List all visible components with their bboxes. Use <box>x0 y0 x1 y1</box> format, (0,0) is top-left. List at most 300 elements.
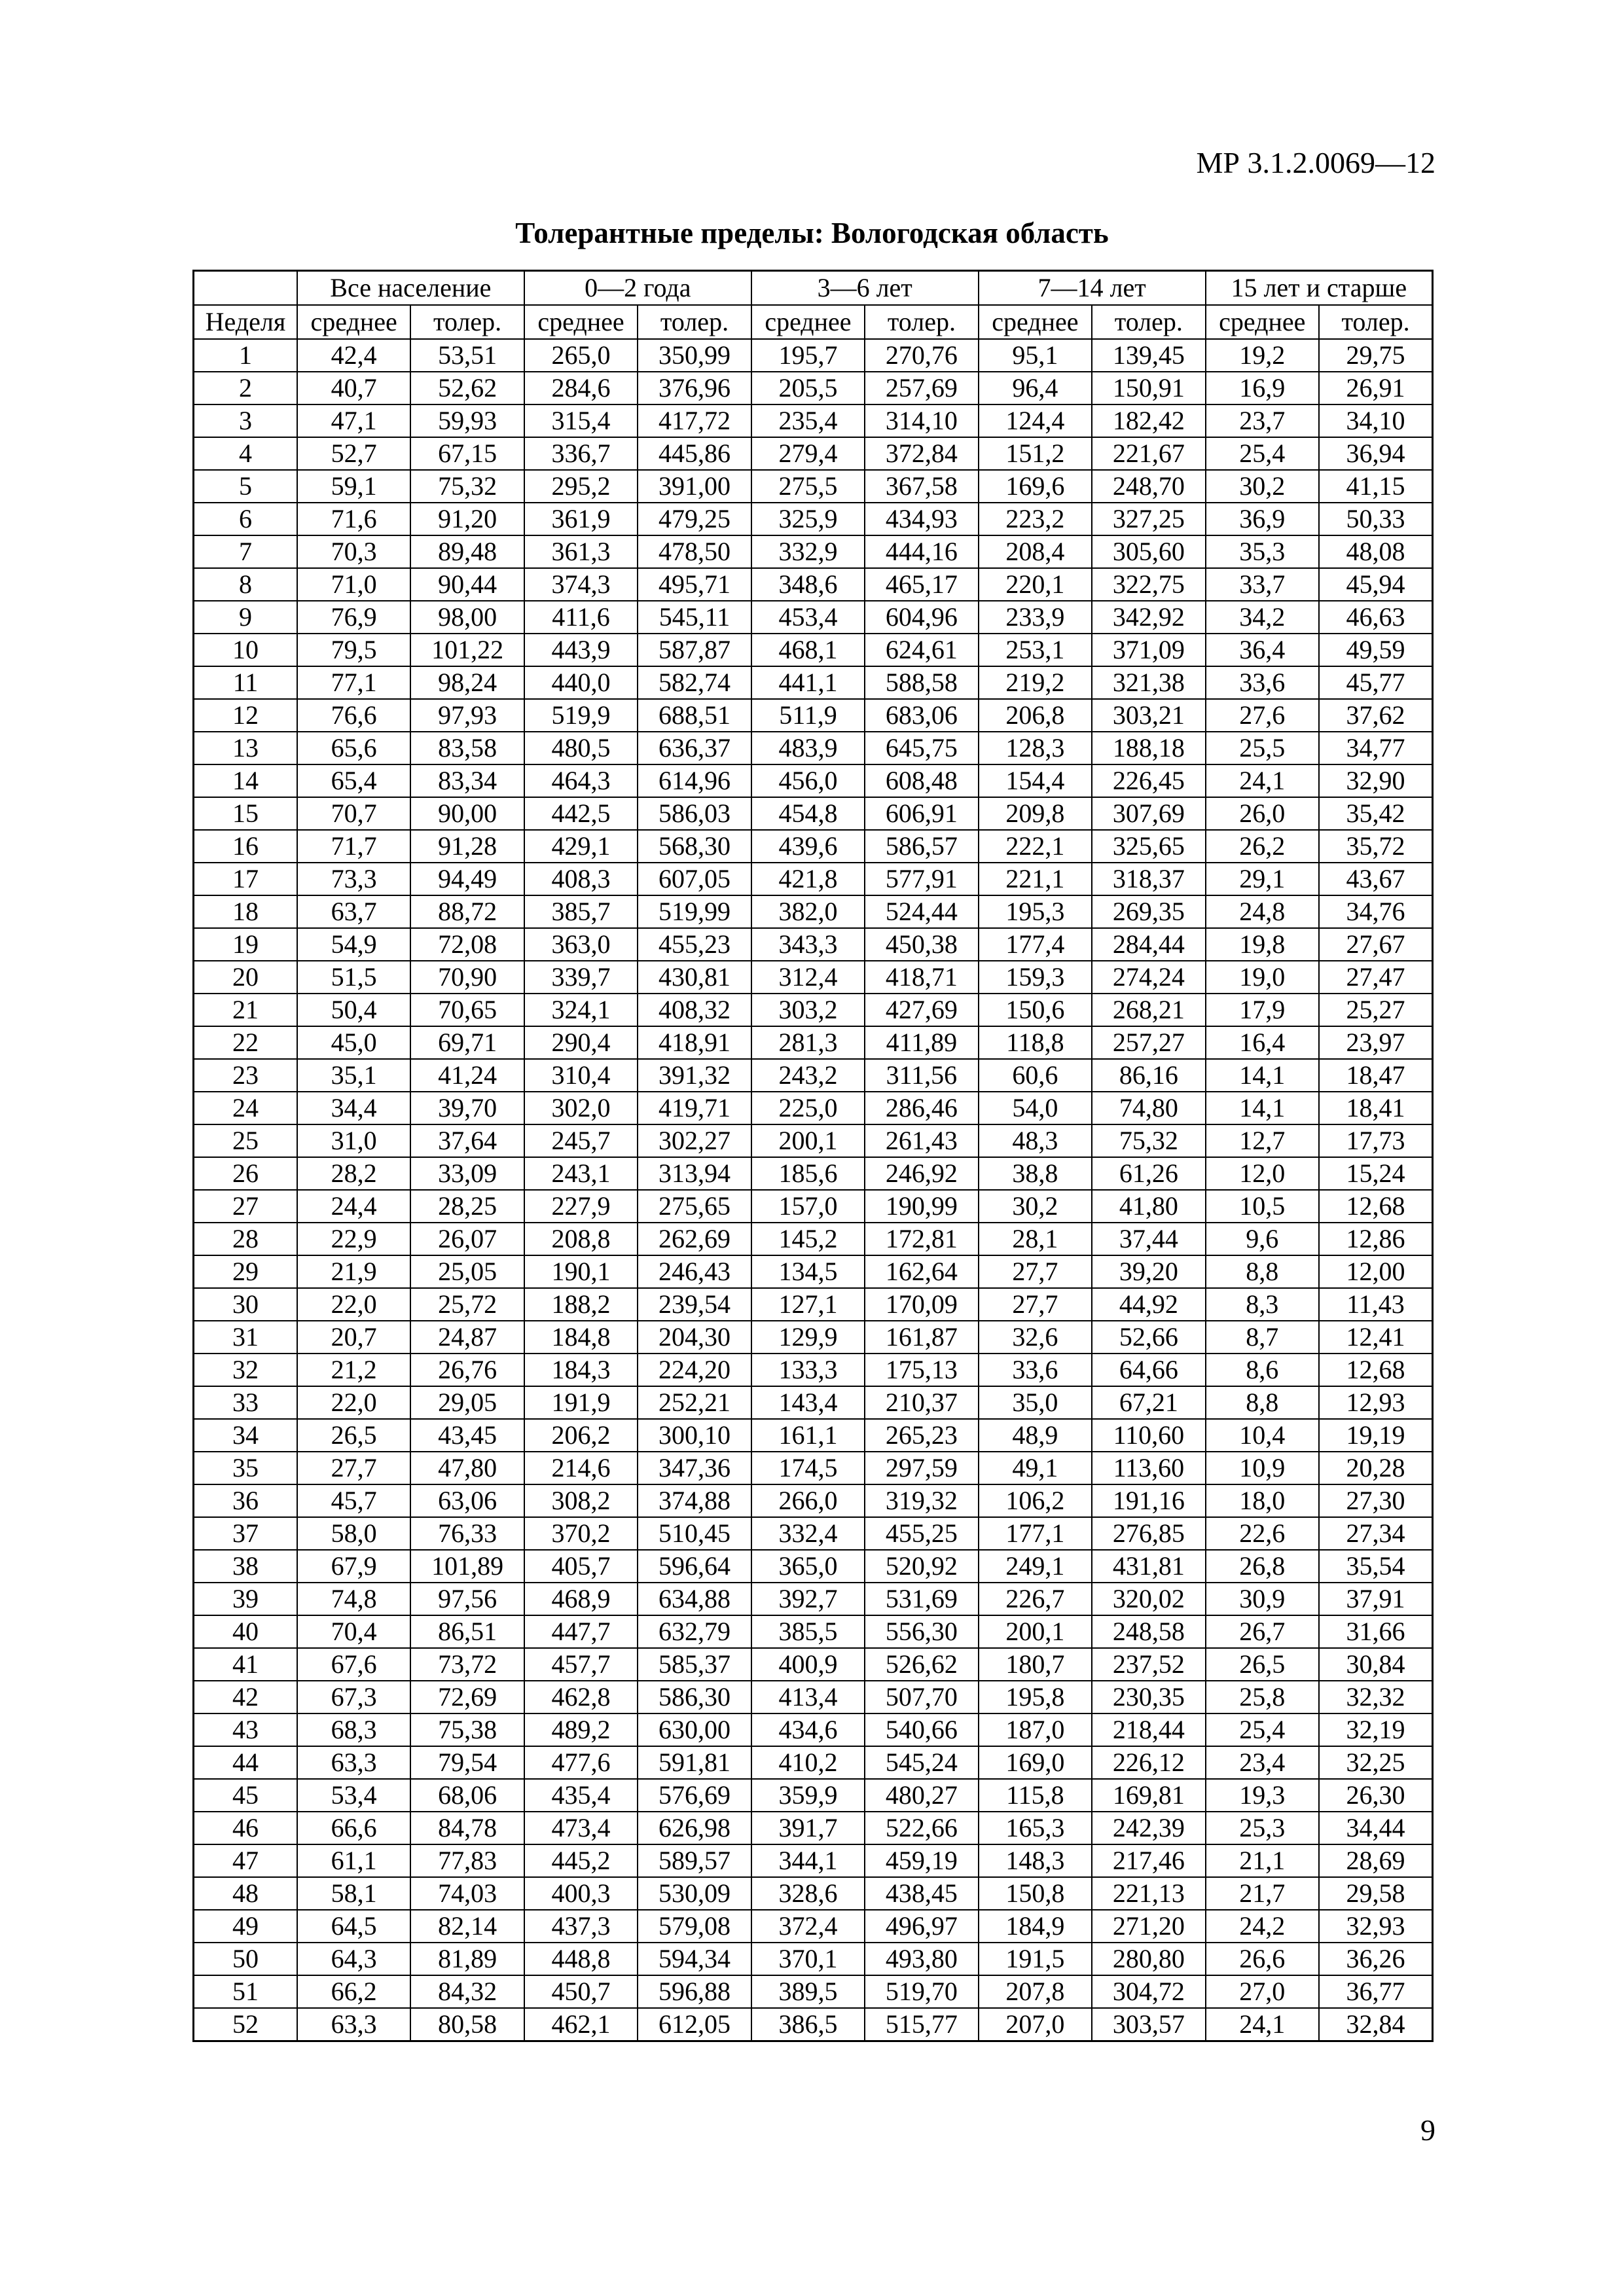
table-row <box>194 1386 1433 1419</box>
value-cell: 382,0 <box>751 895 865 928</box>
value-cell: 302,27 <box>638 1124 751 1157</box>
value-cell: 408,3 <box>524 863 638 895</box>
value-cell: 207,0 <box>979 2008 1092 2041</box>
value-cell: 480,5 <box>524 732 638 764</box>
value-cell: 519,70 <box>865 1975 978 2008</box>
value-cell: 332,4 <box>751 1517 865 1550</box>
value-cell: 443,9 <box>524 634 638 666</box>
value-cell: 91,20 <box>410 503 524 535</box>
value-cell: 29,05 <box>410 1386 524 1419</box>
value-cell: 290,4 <box>524 1026 638 1059</box>
value-cell: 75,38 <box>410 1713 524 1746</box>
value-cell: 49,1 <box>979 1452 1092 1484</box>
value-cell: 23,7 <box>1206 404 1319 437</box>
value-cell: 175,13 <box>865 1354 978 1386</box>
value-cell: 45,0 <box>297 1026 410 1059</box>
value-cell: 391,7 <box>751 1812 865 1844</box>
table-row <box>194 1844 1433 1877</box>
value-cell: 28,1 <box>979 1223 1092 1255</box>
value-cell: 34,44 <box>1319 1812 1432 1844</box>
value-cell: 24,87 <box>410 1321 524 1354</box>
group-header: Все население <box>297 271 524 306</box>
table-row <box>194 634 1433 666</box>
value-cell: 249,1 <box>979 1550 1092 1583</box>
value-cell: 261,43 <box>865 1124 978 1157</box>
value-cell: 18,41 <box>1319 1092 1432 1124</box>
value-cell: 280,80 <box>1092 1943 1205 1975</box>
value-cell: 65,4 <box>297 764 410 797</box>
group-header: 7—14 лет <box>979 271 1206 306</box>
value-cell: 405,7 <box>524 1550 638 1583</box>
value-cell: 245,7 <box>524 1124 638 1157</box>
value-cell: 12,41 <box>1319 1321 1432 1354</box>
value-cell: 17,9 <box>1206 994 1319 1026</box>
value-cell: 36,9 <box>1206 503 1319 535</box>
value-cell: 97,56 <box>410 1583 524 1615</box>
value-cell: 10,5 <box>1206 1190 1319 1223</box>
value-cell: 371,09 <box>1092 634 1205 666</box>
value-cell: 172,81 <box>865 1223 978 1255</box>
value-cell: 22,0 <box>297 1386 410 1419</box>
value-cell: 418,91 <box>638 1026 751 1059</box>
value-cell: 33,09 <box>410 1157 524 1190</box>
value-cell: 430,81 <box>638 961 751 994</box>
value-cell: 208,4 <box>979 535 1092 568</box>
value-cell: 270,76 <box>865 339 978 372</box>
value-cell: 60,6 <box>979 1059 1092 1092</box>
value-cell: 308,2 <box>524 1484 638 1517</box>
value-cell: 208,8 <box>524 1223 638 1255</box>
value-cell: 89,48 <box>410 535 524 568</box>
value-cell: 101,22 <box>410 634 524 666</box>
week-cell: 31 <box>194 1321 297 1354</box>
value-cell: 34,4 <box>297 1092 410 1124</box>
value-cell: 332,9 <box>751 535 865 568</box>
value-cell: 27,7 <box>979 1255 1092 1288</box>
value-cell: 220,1 <box>979 568 1092 601</box>
table-row <box>194 764 1433 797</box>
value-cell: 226,12 <box>1092 1746 1205 1779</box>
week-cell: 21 <box>194 994 297 1026</box>
value-cell: 145,2 <box>751 1223 865 1255</box>
value-cell: 230,35 <box>1092 1681 1205 1713</box>
week-cell: 14 <box>194 764 297 797</box>
value-cell: 221,67 <box>1092 437 1205 470</box>
value-cell: 23,4 <box>1206 1746 1319 1779</box>
value-cell: 90,00 <box>410 797 524 830</box>
value-cell: 18,47 <box>1319 1059 1432 1092</box>
value-cell: 26,0 <box>1206 797 1319 830</box>
value-cell: 26,5 <box>1206 1648 1319 1681</box>
table-row <box>194 568 1433 601</box>
value-cell: 39,20 <box>1092 1255 1205 1288</box>
value-cell: 110,60 <box>1092 1419 1205 1452</box>
value-cell: 342,92 <box>1092 601 1205 634</box>
value-cell: 421,8 <box>751 863 865 895</box>
table-row <box>194 1026 1433 1059</box>
table-row <box>194 1354 1433 1386</box>
value-cell: 30,2 <box>979 1190 1092 1223</box>
value-cell: 510,45 <box>638 1517 751 1550</box>
value-cell: 29,75 <box>1319 339 1432 372</box>
value-cell: 25,8 <box>1206 1681 1319 1713</box>
value-cell: 26,30 <box>1319 1779 1432 1812</box>
value-cell: 434,93 <box>865 503 978 535</box>
value-cell: 75,32 <box>1092 1124 1205 1157</box>
value-cell: 275,5 <box>751 470 865 503</box>
value-cell: 12,0 <box>1206 1157 1319 1190</box>
value-cell: 324,1 <box>524 994 638 1026</box>
week-cell: 10 <box>194 634 297 666</box>
value-cell: 25,27 <box>1319 994 1432 1026</box>
value-cell: 453,4 <box>751 601 865 634</box>
value-cell: 174,5 <box>751 1452 865 1484</box>
value-cell: 28,25 <box>410 1190 524 1223</box>
table-row <box>194 666 1433 699</box>
value-cell: 43,45 <box>410 1419 524 1452</box>
week-cell: 5 <box>194 470 297 503</box>
week-cell: 43 <box>194 1713 297 1746</box>
value-cell: 588,58 <box>865 666 978 699</box>
sub-header: толер. <box>638 305 751 339</box>
value-cell: 586,57 <box>865 830 978 863</box>
value-cell: 339,7 <box>524 961 638 994</box>
value-cell: 286,46 <box>865 1092 978 1124</box>
value-cell: 343,3 <box>751 928 865 961</box>
table-row <box>194 1255 1433 1288</box>
value-cell: 26,7 <box>1206 1615 1319 1648</box>
value-cell: 556,30 <box>865 1615 978 1648</box>
value-cell: 33,6 <box>1206 666 1319 699</box>
value-cell: 442,5 <box>524 797 638 830</box>
value-cell: 257,69 <box>865 372 978 404</box>
value-cell: 45,94 <box>1319 568 1432 601</box>
value-cell: 624,61 <box>865 634 978 666</box>
value-cell: 36,77 <box>1319 1975 1432 2008</box>
value-cell: 434,6 <box>751 1713 865 1746</box>
group-header-row <box>194 271 1433 306</box>
value-cell: 29,58 <box>1319 1877 1432 1910</box>
value-cell: 20,28 <box>1319 1452 1432 1484</box>
table-row <box>194 1517 1433 1550</box>
value-cell: 188,2 <box>524 1288 638 1321</box>
value-cell: 84,78 <box>410 1812 524 1844</box>
value-cell: 59,1 <box>297 470 410 503</box>
value-cell: 12,86 <box>1319 1223 1432 1255</box>
value-cell: 190,99 <box>865 1190 978 1223</box>
value-cell: 34,10 <box>1319 404 1432 437</box>
value-cell: 150,6 <box>979 994 1092 1026</box>
value-cell: 328,6 <box>751 1877 865 1910</box>
value-cell: 688,51 <box>638 699 751 732</box>
table-row <box>194 994 1433 1026</box>
table-row <box>194 1746 1433 1779</box>
value-cell: 32,90 <box>1319 764 1432 797</box>
value-cell: 188,18 <box>1092 732 1205 764</box>
value-cell: 67,21 <box>1092 1386 1205 1419</box>
table-row <box>194 1484 1433 1517</box>
value-cell: 64,66 <box>1092 1354 1205 1386</box>
sub-header: среднее <box>524 305 638 339</box>
value-cell: 450,7 <box>524 1975 638 2008</box>
value-cell: 84,32 <box>410 1975 524 2008</box>
value-cell: 30,9 <box>1206 1583 1319 1615</box>
value-cell: 239,54 <box>638 1288 751 1321</box>
value-cell: 284,6 <box>524 372 638 404</box>
value-cell: 25,05 <box>410 1255 524 1288</box>
value-cell: 456,0 <box>751 764 865 797</box>
value-cell: 16,4 <box>1206 1026 1319 1059</box>
value-cell: 47,1 <box>297 404 410 437</box>
value-cell: 96,4 <box>979 372 1092 404</box>
value-cell: 438,45 <box>865 1877 978 1910</box>
table-body <box>194 271 1433 2041</box>
value-cell: 265,23 <box>865 1419 978 1452</box>
value-cell: 41,15 <box>1319 470 1432 503</box>
value-cell: 233,9 <box>979 601 1092 634</box>
value-cell: 24,8 <box>1206 895 1319 928</box>
week-cell: 33 <box>194 1386 297 1419</box>
value-cell: 154,4 <box>979 764 1092 797</box>
value-cell: 16,9 <box>1206 372 1319 404</box>
value-cell: 74,80 <box>1092 1092 1205 1124</box>
value-cell: 98,00 <box>410 601 524 634</box>
value-cell: 222,1 <box>979 830 1092 863</box>
week-cell: 6 <box>194 503 297 535</box>
value-cell: 435,4 <box>524 1779 638 1812</box>
table-row <box>194 863 1433 895</box>
value-cell: 295,2 <box>524 470 638 503</box>
table-row <box>194 372 1433 404</box>
value-cell: 418,71 <box>865 961 978 994</box>
value-cell: 439,6 <box>751 830 865 863</box>
value-cell: 444,16 <box>865 535 978 568</box>
value-cell: 265,0 <box>524 339 638 372</box>
value-cell: 77,83 <box>410 1844 524 1877</box>
value-cell: 79,54 <box>410 1746 524 1779</box>
table-row <box>194 1910 1433 1943</box>
value-cell: 205,5 <box>751 372 865 404</box>
value-cell: 519,99 <box>638 895 751 928</box>
value-cell: 161,1 <box>751 1419 865 1452</box>
value-cell: 165,3 <box>979 1812 1092 1844</box>
value-cell: 18,0 <box>1206 1484 1319 1517</box>
value-cell: 63,7 <box>297 895 410 928</box>
value-cell: 37,62 <box>1319 699 1432 732</box>
value-cell: 683,06 <box>865 699 978 732</box>
value-cell: 310,4 <box>524 1059 638 1092</box>
week-cell: 19 <box>194 928 297 961</box>
value-cell: 27,30 <box>1319 1484 1432 1517</box>
value-cell: 94,49 <box>410 863 524 895</box>
table-row <box>194 830 1433 863</box>
value-cell: 161,87 <box>865 1321 978 1354</box>
sub-header: толер. <box>1092 305 1205 339</box>
value-cell: 32,93 <box>1319 1910 1432 1943</box>
value-cell: 70,4 <box>297 1615 410 1648</box>
week-cell: 3 <box>194 404 297 437</box>
sub-header: среднее <box>297 305 410 339</box>
value-cell: 21,9 <box>297 1255 410 1288</box>
week-cell: 2 <box>194 372 297 404</box>
value-cell: 636,37 <box>638 732 751 764</box>
value-cell: 69,71 <box>410 1026 524 1059</box>
value-cell: 127,1 <box>751 1288 865 1321</box>
value-cell: 417,72 <box>638 404 751 437</box>
value-cell: 579,08 <box>638 1910 751 1943</box>
value-cell: 207,8 <box>979 1975 1092 2008</box>
value-cell: 596,64 <box>638 1550 751 1583</box>
value-cell: 19,0 <box>1206 961 1319 994</box>
sub-header: толер. <box>1319 305 1432 339</box>
value-cell: 73,3 <box>297 863 410 895</box>
value-cell: 468,9 <box>524 1583 638 1615</box>
value-cell: 327,25 <box>1092 503 1205 535</box>
value-cell: 53,51 <box>410 339 524 372</box>
value-cell: 243,1 <box>524 1157 638 1190</box>
value-cell: 25,4 <box>1206 437 1319 470</box>
value-cell: 118,8 <box>979 1026 1092 1059</box>
value-cell: 374,88 <box>638 1484 751 1517</box>
value-cell: 44,92 <box>1092 1288 1205 1321</box>
table-row <box>194 1092 1433 1124</box>
value-cell: 15,24 <box>1319 1157 1432 1190</box>
value-cell: 634,88 <box>638 1583 751 1615</box>
value-cell: 184,3 <box>524 1354 638 1386</box>
table-row <box>194 1583 1433 1615</box>
table-row <box>194 699 1433 732</box>
week-cell: 23 <box>194 1059 297 1092</box>
value-cell: 206,2 <box>524 1419 638 1452</box>
value-cell: 225,0 <box>751 1092 865 1124</box>
page-number: 9 <box>1420 2113 1435 2147</box>
value-cell: 40,7 <box>297 372 410 404</box>
value-cell: 30,84 <box>1319 1648 1432 1681</box>
value-cell: 34,2 <box>1206 601 1319 634</box>
value-cell: 226,45 <box>1092 764 1205 797</box>
group-header: 15 лет и старше <box>1206 271 1433 306</box>
value-cell: 46,63 <box>1319 601 1432 634</box>
value-cell: 38,8 <box>979 1157 1092 1190</box>
value-cell: 478,50 <box>638 535 751 568</box>
value-cell: 545,24 <box>865 1746 978 1779</box>
value-cell: 586,30 <box>638 1681 751 1713</box>
value-cell: 64,3 <box>297 1943 410 1975</box>
value-cell: 511,9 <box>751 699 865 732</box>
value-cell: 36,4 <box>1206 634 1319 666</box>
value-cell: 35,0 <box>979 1386 1092 1419</box>
value-cell: 303,2 <box>751 994 865 1026</box>
value-cell: 9,6 <box>1206 1223 1319 1255</box>
value-cell: 27,7 <box>979 1288 1092 1321</box>
table-row <box>194 470 1433 503</box>
value-cell: 632,79 <box>638 1615 751 1648</box>
value-cell: 52,66 <box>1092 1321 1205 1354</box>
value-cell: 139,45 <box>1092 339 1205 372</box>
table-row <box>194 1713 1433 1746</box>
value-cell: 348,6 <box>751 568 865 601</box>
value-cell: 70,3 <box>297 535 410 568</box>
table-row <box>194 1452 1433 1484</box>
week-cell: 35 <box>194 1452 297 1484</box>
table-row <box>194 1779 1433 1812</box>
sub-header: среднее <box>751 305 865 339</box>
value-cell: 28,2 <box>297 1157 410 1190</box>
value-cell: 307,69 <box>1092 797 1205 830</box>
value-cell: 77,1 <box>297 666 410 699</box>
value-cell: 58,1 <box>297 1877 410 1910</box>
value-cell: 454,8 <box>751 797 865 830</box>
table-row <box>194 1223 1433 1255</box>
value-cell: 515,77 <box>865 2008 978 2041</box>
value-cell: 361,9 <box>524 503 638 535</box>
week-cell: 28 <box>194 1223 297 1255</box>
value-cell: 26,76 <box>410 1354 524 1386</box>
value-cell: 169,0 <box>979 1746 1092 1779</box>
value-cell: 24,2 <box>1206 1910 1319 1943</box>
value-cell: 66,2 <box>297 1975 410 2008</box>
value-cell: 129,9 <box>751 1321 865 1354</box>
week-cell: 50 <box>194 1943 297 1975</box>
value-cell: 20,7 <box>297 1321 410 1354</box>
value-cell: 586,03 <box>638 797 751 830</box>
value-cell: 445,2 <box>524 1844 638 1877</box>
value-cell: 276,85 <box>1092 1517 1205 1550</box>
value-cell: 645,75 <box>865 732 978 764</box>
value-cell: 24,4 <box>297 1190 410 1223</box>
week-cell: 29 <box>194 1255 297 1288</box>
week-cell: 32 <box>194 1354 297 1386</box>
value-cell: 30,2 <box>1206 470 1319 503</box>
table-row <box>194 1681 1433 1713</box>
value-cell: 113,60 <box>1092 1452 1205 1484</box>
value-cell: 170,09 <box>865 1288 978 1321</box>
week-cell: 51 <box>194 1975 297 2008</box>
value-cell: 246,92 <box>865 1157 978 1190</box>
value-cell: 10,4 <box>1206 1419 1319 1452</box>
value-cell: 325,65 <box>1092 830 1205 863</box>
value-cell: 68,3 <box>297 1713 410 1746</box>
table-row <box>194 1975 1433 2008</box>
week-cell: 4 <box>194 437 297 470</box>
value-cell: 545,11 <box>638 601 751 634</box>
week-cell: 27 <box>194 1190 297 1223</box>
week-cell: 38 <box>194 1550 297 1583</box>
value-cell: 242,39 <box>1092 1812 1205 1844</box>
value-cell: 35,42 <box>1319 797 1432 830</box>
value-cell: 33,6 <box>979 1354 1092 1386</box>
value-cell: 14,1 <box>1206 1092 1319 1124</box>
value-cell: 318,37 <box>1092 863 1205 895</box>
value-cell: 148,3 <box>979 1844 1092 1877</box>
value-cell: 22,9 <box>297 1223 410 1255</box>
table-row <box>194 1877 1433 1910</box>
value-cell: 221,13 <box>1092 1877 1205 1910</box>
table-row <box>194 895 1433 928</box>
value-cell: 79,5 <box>297 634 410 666</box>
value-cell: 305,60 <box>1092 535 1205 568</box>
value-cell: 8,8 <box>1206 1255 1319 1288</box>
value-cell: 411,6 <box>524 601 638 634</box>
value-cell: 468,1 <box>751 634 865 666</box>
value-cell: 32,84 <box>1319 2008 1432 2041</box>
week-cell: 16 <box>194 830 297 863</box>
value-cell: 606,91 <box>865 797 978 830</box>
table-row <box>194 961 1433 994</box>
table-row <box>194 1943 1433 1975</box>
value-cell: 74,03 <box>410 1877 524 1910</box>
value-cell: 596,88 <box>638 1975 751 2008</box>
